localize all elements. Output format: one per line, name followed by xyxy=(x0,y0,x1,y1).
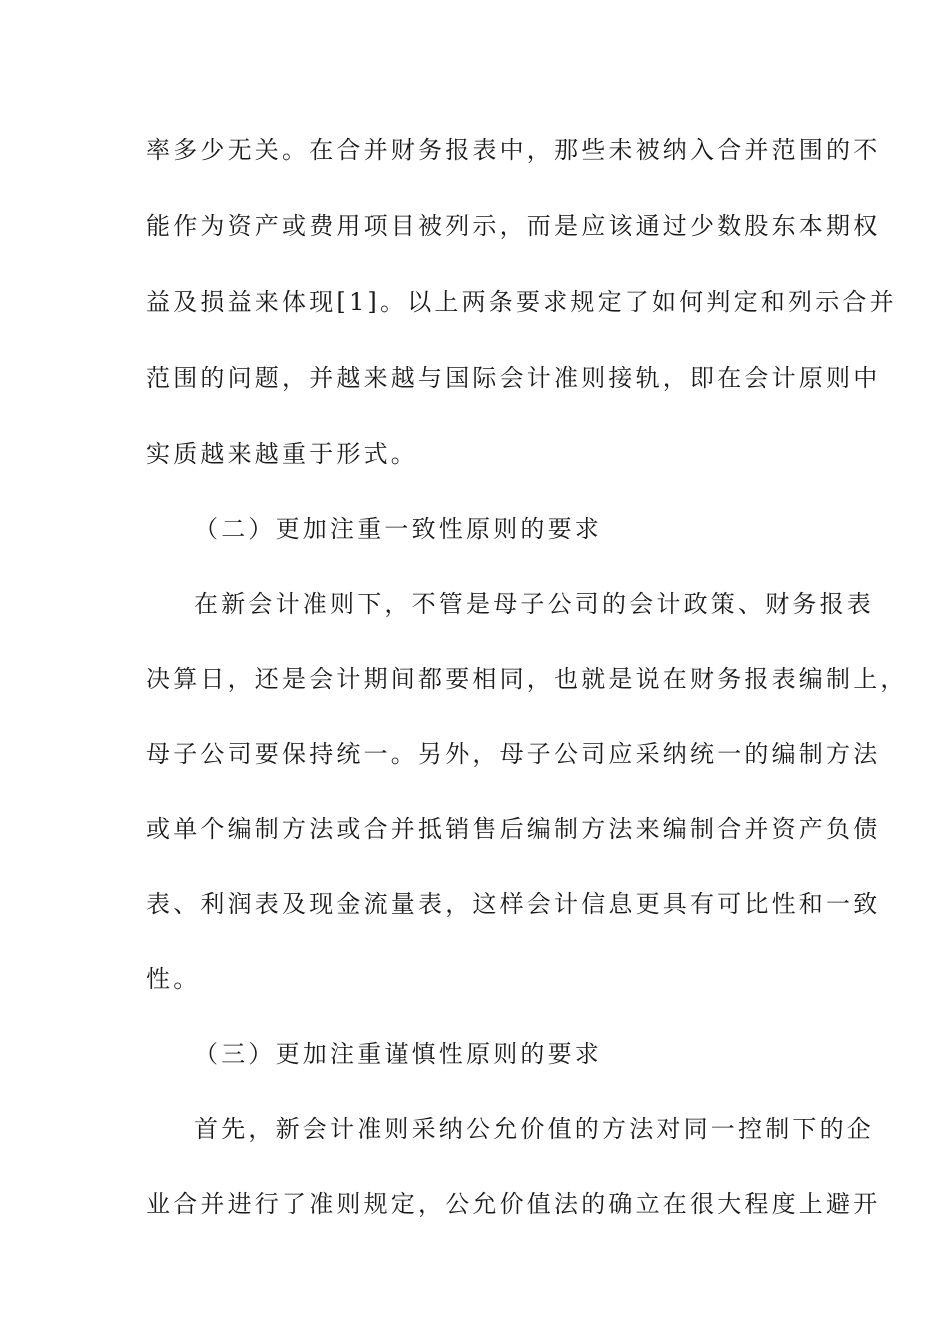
paragraph-line: 益及损益来体现[1]。以上两条要求规定了如何判定和列示合并 xyxy=(146,288,897,316)
paragraph-line: 在新会计准则下，不管是母子公司的会计政策、财务报表 xyxy=(194,590,874,618)
paragraph-line: 母子公司要保持统一。另外，母子公司应采纳统一的编制方法 xyxy=(146,740,881,768)
paragraph-line: 表、利润表及现金流量表，这样会计信息更具有可比性和一致 xyxy=(146,890,881,918)
paragraph-line: 率多少无关。在合并财务报表中，那些未被纳入合并范围的不 xyxy=(146,136,881,164)
paragraph-line: 能作为资产或费用项目被列示，而是应该通过少数股东本期权 xyxy=(146,212,881,240)
paragraph-line: 或单个编制方法或合并抵销售后编制方法来编制合并资产负债 xyxy=(146,815,881,843)
paragraph-line: 性。 xyxy=(146,965,201,993)
paragraph-line: 首先，新会计准则采纳公允价值的方法对同一控制下的企 xyxy=(194,1115,874,1143)
section-heading: （二）更加注重一致性原则的要求 xyxy=(194,515,602,543)
section-heading: （三）更加注重谨慎性原则的要求 xyxy=(194,1040,602,1068)
paragraph-line: 范围的问题，并越来越与国际会计准则接轨，即在会计原则中 xyxy=(146,364,881,392)
paragraph-line: 业合并进行了准则规定，公允价值法的确立在很大程度上避开 xyxy=(146,1190,881,1218)
paragraph-line: 决算日，还是会计期间都要相同，也就是说在财务报表编制上， xyxy=(146,665,908,693)
paragraph-line: 实质越来越重于形式。 xyxy=(146,440,418,468)
